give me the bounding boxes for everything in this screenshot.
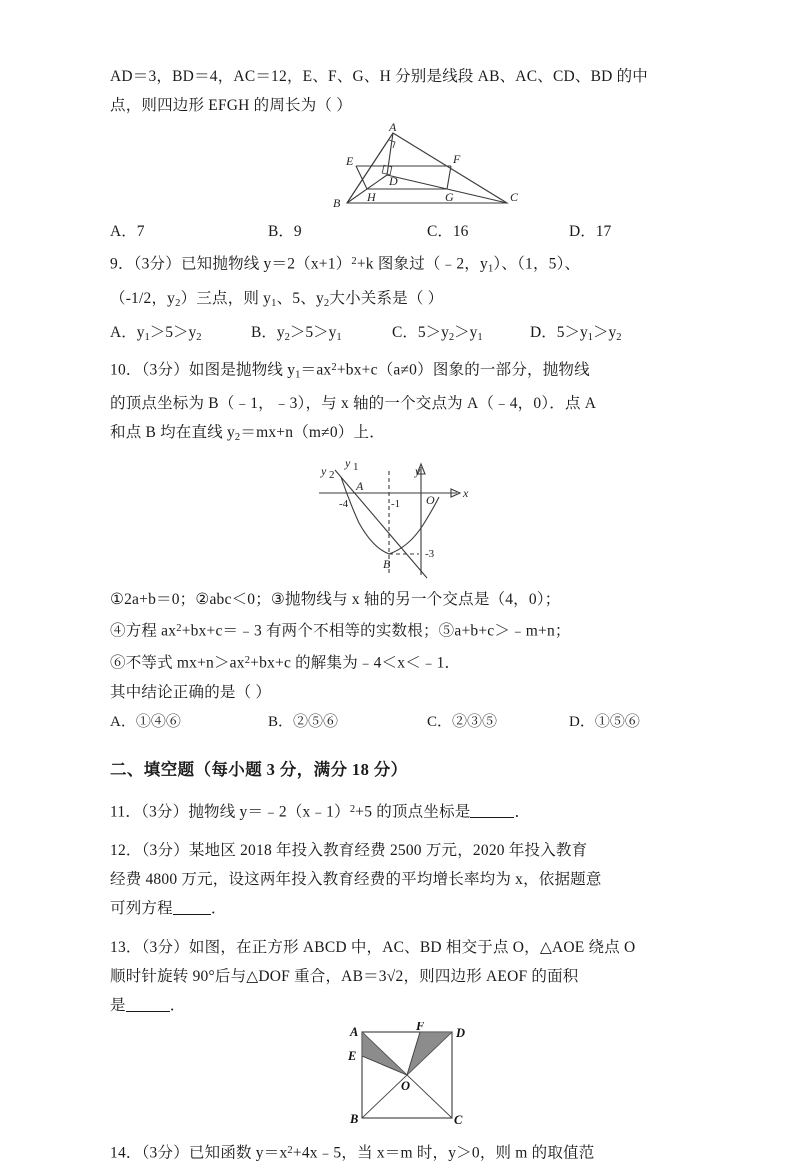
q13-tail: ． (169, 997, 186, 1015)
q10-option-d[interactable]: D．①⑤⑥ (569, 713, 640, 730)
q10-st3-sup: 2 (244, 654, 251, 666)
q8-figure-wrap (138, 123, 716, 215)
q12-text-1: 某地区 2018 年投入教育经费 2500 万元，2020 年投入教育 (188, 842, 588, 860)
q8-option-d[interactable]: D．17 (569, 223, 612, 240)
q10-figure-wrap (116, 453, 694, 581)
svg-text:B: B (383, 557, 391, 572)
q13-figure-wrap (120, 1022, 698, 1126)
q10-stem-line1 (110, 353, 688, 390)
q9-number: 9． (110, 255, 134, 273)
q9-opt-c-prefix: C．5＞y (392, 323, 449, 341)
svg-text:E: E (346, 154, 354, 168)
q14-text-a: 已知函数 y＝x (188, 1145, 288, 1163)
q9-opt-b-sub2: 1 (336, 331, 342, 343)
q13-text-2a: 顺时针旋转 90°后与△DOF 重合，AB＝3 (110, 968, 387, 986)
svg-text:x: x (463, 486, 469, 501)
q10-line3-b: ＝mx+n（m≠0）上． (240, 424, 385, 442)
page-content (110, 62, 688, 1168)
q9-opt-d-sub2: 2 (616, 331, 622, 343)
q13-text-2b: ，则四边形 AEOF 的面积 (403, 968, 579, 986)
q9-opt-b-sub1: 2 (284, 331, 290, 343)
q11-tail: ． (514, 803, 531, 821)
q12-tail: ． (210, 900, 227, 918)
q9-opt-a-sub1: 1 (144, 331, 150, 343)
svg-text:C: C (510, 190, 519, 204)
svg-text:F: F (416, 1022, 425, 1034)
q9-line2-post: ）三点，则 y (180, 289, 272, 307)
q10-st2-b: +bx+c＝﹣3 有两个不相等的实数根；⑤a+b+c＞﹣m+n； (181, 622, 571, 640)
q10-option-c[interactable]: C．②③⑤ (427, 713, 498, 730)
q11-number: 11． (110, 803, 142, 821)
svg-text:2: 2 (329, 469, 335, 482)
q10-statements-line2 (110, 614, 688, 646)
q8-stem-line2: 点，则四边形 EFGH 的周长为（ ） (110, 97, 352, 114)
q9-option-c[interactable] (392, 318, 530, 352)
q10-ask: 其中结论正确的是（ ） (110, 683, 272, 701)
heading-gap (110, 785, 688, 795)
q9-opt-a-prefix: A．y (110, 323, 145, 341)
q9-score: （3分） (133, 255, 181, 273)
q8-options (110, 217, 688, 246)
q10-stem-line3 (110, 418, 688, 452)
q9-stem-pre: 已知抛物线 y＝2（x+1） (180, 255, 352, 273)
svg-text:-1: -1 (391, 498, 401, 511)
q9-opt-d-mid: ＞y (592, 323, 617, 341)
q9-sub-1: 1 (487, 263, 494, 275)
q8-option-c[interactable]: C．16 (427, 223, 469, 240)
q9-stem-mid: +k 图象过（﹣2，y (356, 255, 488, 273)
q13-radical: √2 (386, 968, 404, 986)
q10-st2-a: ④方程 ax (110, 622, 177, 640)
q13-line2 (110, 962, 688, 991)
q9-stem-mid2: ）、（1，5）、 (493, 255, 581, 273)
q10-score: （3分） (141, 361, 189, 379)
q12-line1 (110, 836, 688, 865)
q10-option-b[interactable]: B．②⑤⑥ (268, 713, 339, 730)
q11-line (110, 795, 688, 827)
q9-exponent: 2 (351, 256, 357, 267)
q10-statements-line1: ①2a+b＝0；②abc＜0；③抛物线与 x 轴的另一个交点是（4，0）； (110, 591, 561, 609)
q13-gap (110, 1126, 688, 1136)
q12-gap (110, 923, 688, 933)
q9-options (110, 318, 688, 352)
section-gap (110, 737, 688, 755)
q14-line1 (110, 1136, 688, 1168)
q9-line2-tail: 大小关系是（ ） (329, 289, 444, 307)
q10-line3-a: 和点 B 均在直线 y (110, 424, 235, 442)
svg-text:A: A (389, 123, 397, 134)
q10-number: 10． (110, 361, 142, 379)
q10-y2-sub: 2 (234, 432, 241, 444)
svg-text:y: y (321, 464, 327, 479)
q14-score: （3分） (141, 1145, 189, 1163)
svg-text:A: A (356, 479, 364, 494)
q13-line1 (110, 933, 688, 962)
q12-text-3: 可列方程 (110, 900, 173, 918)
q14-text-b: +4x﹣5，当 x＝m 时，y＞0，则 m 的取值范 (292, 1145, 595, 1163)
q14-number: 14． (110, 1145, 142, 1163)
q9-opt-b-mid: ＞5＞y (289, 323, 337, 341)
q11-answer-blank[interactable] (470, 803, 514, 818)
svg-text:F: F (453, 152, 461, 166)
q8-option-b[interactable]: B．9 (268, 223, 302, 240)
q10-line1-c: +bx+c（a≠0）图象的一部分，抛物线 (336, 361, 590, 379)
q9-opt-a-mid: ＞5＞y (149, 323, 197, 341)
q13-answer-blank[interactable] (126, 997, 170, 1012)
svg-text:B: B (333, 196, 341, 210)
q9-opt-c-sub2: 1 (477, 331, 483, 343)
q10-stem-line2: 的顶点坐标为 B（﹣1，﹣3），与 x 轴的一个交点为 A（﹣4，0）．点 A (110, 395, 597, 413)
svg-text:O: O (426, 493, 435, 508)
q9-option-a[interactable] (110, 318, 251, 352)
svg-text:1: 1 (353, 461, 359, 474)
q11-sup: 2 (349, 803, 356, 815)
svg-text:B: B (350, 1112, 359, 1127)
svg-text:D: D (456, 1026, 466, 1041)
svg-text:C: C (454, 1113, 463, 1127)
q11-text-b: +5 的顶点坐标是 (355, 803, 471, 821)
svg-text:E: E (348, 1049, 357, 1064)
q10-x-exp: 2 (331, 361, 337, 373)
q10-st2-sup: 2 (176, 623, 182, 635)
q10-st3-a: ⑥不等式 mx+n＞ax (110, 654, 245, 672)
parabola-line-graph (297, 453, 513, 581)
q9-option-d[interactable] (530, 318, 622, 352)
q10-line1-b: ＝ax (300, 361, 332, 379)
q9-sub-3: 1 (271, 297, 277, 309)
q10-st3-b: +bx+c 的解集为﹣4＜x＜﹣1． (250, 654, 461, 672)
q12-score: （3分） (141, 842, 189, 860)
q9-opt-b-prefix: B．y (251, 323, 285, 341)
q9-line2-pre: （-1/2，y (110, 289, 176, 307)
q9-line2-end: 、5、y (276, 289, 324, 307)
svg-text:-3: -3 (425, 548, 435, 561)
q11-score: （3分） (141, 803, 189, 821)
q10-y1-sub: 1 (295, 369, 301, 381)
q9-opt-a-sub2: 2 (196, 331, 202, 343)
q10-options (110, 707, 688, 737)
q13-line3 (110, 991, 688, 1020)
q12-number: 12． (110, 842, 142, 860)
q10-statements-line3 (110, 646, 688, 678)
svg-text:G: G (445, 190, 454, 204)
svg-text:D: D (389, 174, 398, 188)
q9-stem-line1 (110, 247, 688, 284)
q9-opt-c-sub1: 2 (448, 331, 455, 343)
q9-opt-c-mid: ＞y (454, 323, 478, 341)
q12-line2: 经费 4800 万元，设这两年投入教育经费的平均增长率均为 x，依据题意 (110, 871, 602, 889)
section-2-heading: 二、填空题（每小题 3 分，满分 18 分） (110, 759, 408, 779)
q9-sub-2: 2 (175, 297, 181, 309)
q9-option-b[interactable] (251, 318, 392, 352)
q11-gap (110, 826, 688, 836)
svg-text:A: A (350, 1025, 359, 1040)
square-rotation-figure (344, 1022, 474, 1126)
q12-line3 (110, 894, 688, 923)
q10-line1-a: 如图是抛物线 y (188, 361, 296, 379)
q8-option-a[interactable]: A．7 (110, 223, 145, 240)
q9-stem-line2 (110, 284, 688, 318)
q8-stem-line1: AD＝3，BD＝4，AC＝12，E、F、G、H 分别是线段 AB、AC、CD、BD 的中 (110, 68, 648, 85)
q13-text-1: 如图，在正方形 ABCD 中，AC、BD 相交于点 O，△AOE 绕点 O (188, 939, 636, 957)
q13-number: 13． (110, 939, 142, 957)
q11-text-a: 抛物线 y＝﹣2（x﹣1） (188, 803, 350, 821)
svg-text:-4: -4 (339, 498, 349, 511)
q13-score: （3分） (141, 939, 189, 957)
svg-text:O: O (401, 1079, 411, 1094)
q9-sub-4: 2 (323, 297, 330, 309)
q13-text-3: 是 (110, 997, 126, 1015)
q9-opt-d-prefix: D．5＞y (530, 323, 588, 341)
q10-option-a[interactable]: A．①④⑥ (110, 713, 181, 730)
q14-sup: 2 (287, 1145, 293, 1157)
triangle-midpoint-figure (327, 123, 527, 215)
q12-answer-blank[interactable] (173, 900, 211, 915)
svg-text:H: H (367, 190, 376, 204)
svg-text:y: y (345, 456, 351, 471)
svg-text:y: y (415, 464, 421, 479)
q9-opt-d-sub1: 1 (587, 331, 593, 343)
